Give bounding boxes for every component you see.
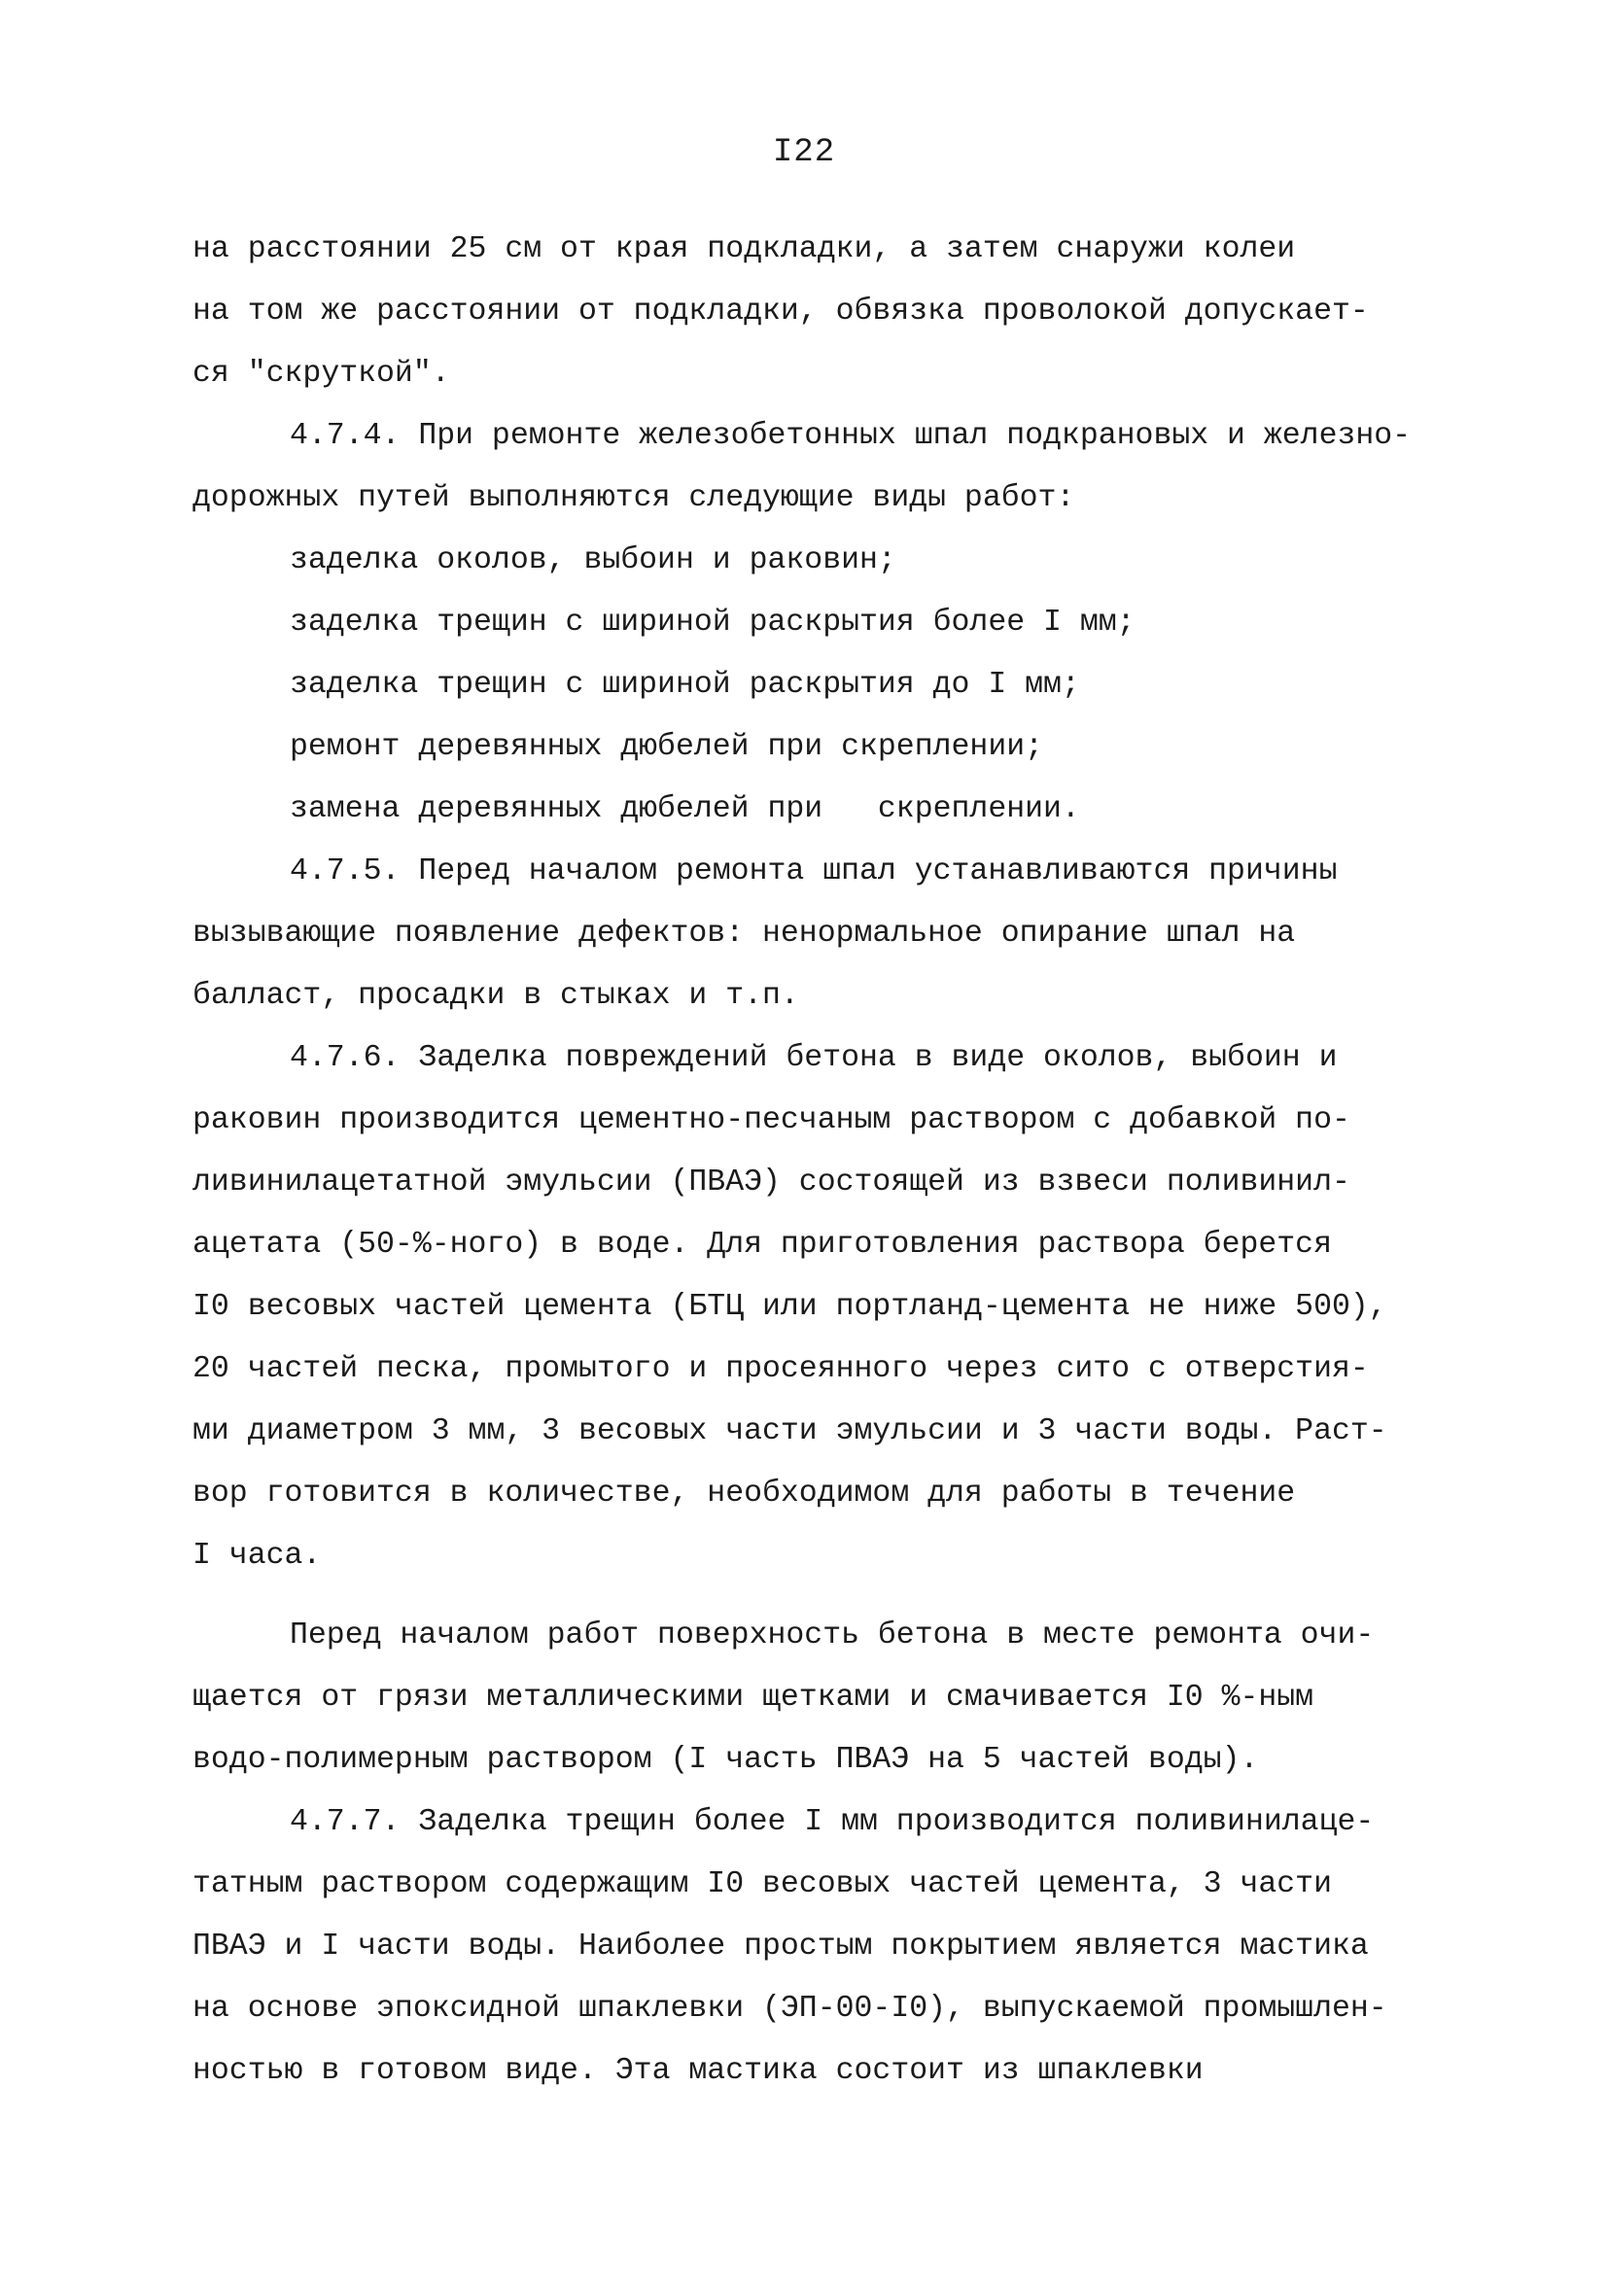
text-line: на расстоянии 25 см от края подкладки, а затем снаружи колеи — [192, 232, 1296, 266]
paragraph-gap — [192, 1587, 1447, 1605]
paragraph-4-7-7-start: 4.7.7. Заделка трещин более I мм производится поливинилаце- — [290, 1805, 1375, 1839]
text-line: 20 частей песка, промытого и просеянного через сито с отверстия- — [192, 1352, 1369, 1386]
list-item: заделка трещин с шириной раскрытия до I мм; — [290, 668, 1080, 702]
text-line: вызывающие появление дефектов: ненормальное опирание шпал на — [192, 917, 1296, 951]
text-line: ся "скруткой". — [192, 357, 450, 391]
text-line: татным раствором содержащим I0 весовых частей цемента, 3 части — [192, 1867, 1332, 1901]
page-number: I22 — [772, 134, 836, 171]
list-item: заделка трещин с шириной раскрытия более I мм; — [290, 606, 1136, 640]
text-line: вор готовится в количестве, необходимом для работы в течение — [192, 1477, 1296, 1511]
body-text — [192, 219, 1447, 2103]
list-item: ремонт деревянных дюбелей при скреплении; — [290, 730, 1044, 764]
text-line: I часа. — [192, 1539, 322, 1573]
text-line: дорожных путей выполняются следующие виды работ: — [192, 481, 1075, 515]
text-line: ПВАЭ и I части воды. Наиболее простым покрытием является мастика — [192, 1930, 1369, 1964]
text-line: I0 весовых частей цемента (БТЦ или портланд-цемента не ниже 500), — [192, 1290, 1387, 1324]
text-line: балласт, просадки в стыках и т.п. — [192, 979, 799, 1013]
list-item: замена деревянных дюбелей при скреплении. — [290, 792, 1080, 826]
paragraph-4-7-6-start: 4.7.6. Заделка повреждений бетона в виде околов, выбоин и — [290, 1041, 1338, 1075]
paragraph-4-7-4-start: 4.7.4. При ремонте железобетонных шпал подкрановых и железно- — [290, 419, 1412, 453]
text-line: ми диаметром 3 мм, 3 весовых части эмульсии и 3 части воды. Раст- — [192, 1414, 1387, 1448]
text-line: водо-полимерным раствором (I часть ПВАЭ на 5 частей воды). — [192, 1743, 1259, 1777]
list-item: заделка околов, выбоин и раковин; — [290, 543, 896, 577]
text-line: щается от грязи металлическими щетками и смачивается I0 %-ным — [192, 1681, 1314, 1715]
text-line: раковин производится цементно-песчаным раствором с добавкой по- — [192, 1103, 1350, 1137]
paragraph-start: Перед началом работ поверхность бетона в месте ремонта очи- — [290, 1618, 1375, 1652]
text-line: ливинилацетатной эмульсии (ПВАЭ) состоящей из взвеси поливинил- — [192, 1165, 1350, 1200]
paragraph-4-7-5-start: 4.7.5. Перед началом ремонта шпал устанавливаются причины — [290, 854, 1338, 888]
text-line: на том же расстоянии от подкладки, обвязка проволокой допускает- — [192, 295, 1369, 329]
text-line: ацетата (50-%-ного) в воде. Для приготовления раствора берется — [192, 1228, 1332, 1262]
text-line: ностью в готовом виде. Эта мастика состоит из шпаклевки — [192, 2054, 1204, 2088]
text-line: на основе эпоксидной шпаклевки (ЭП-00-I0), выпускаемой промышлен- — [192, 1992, 1387, 2026]
